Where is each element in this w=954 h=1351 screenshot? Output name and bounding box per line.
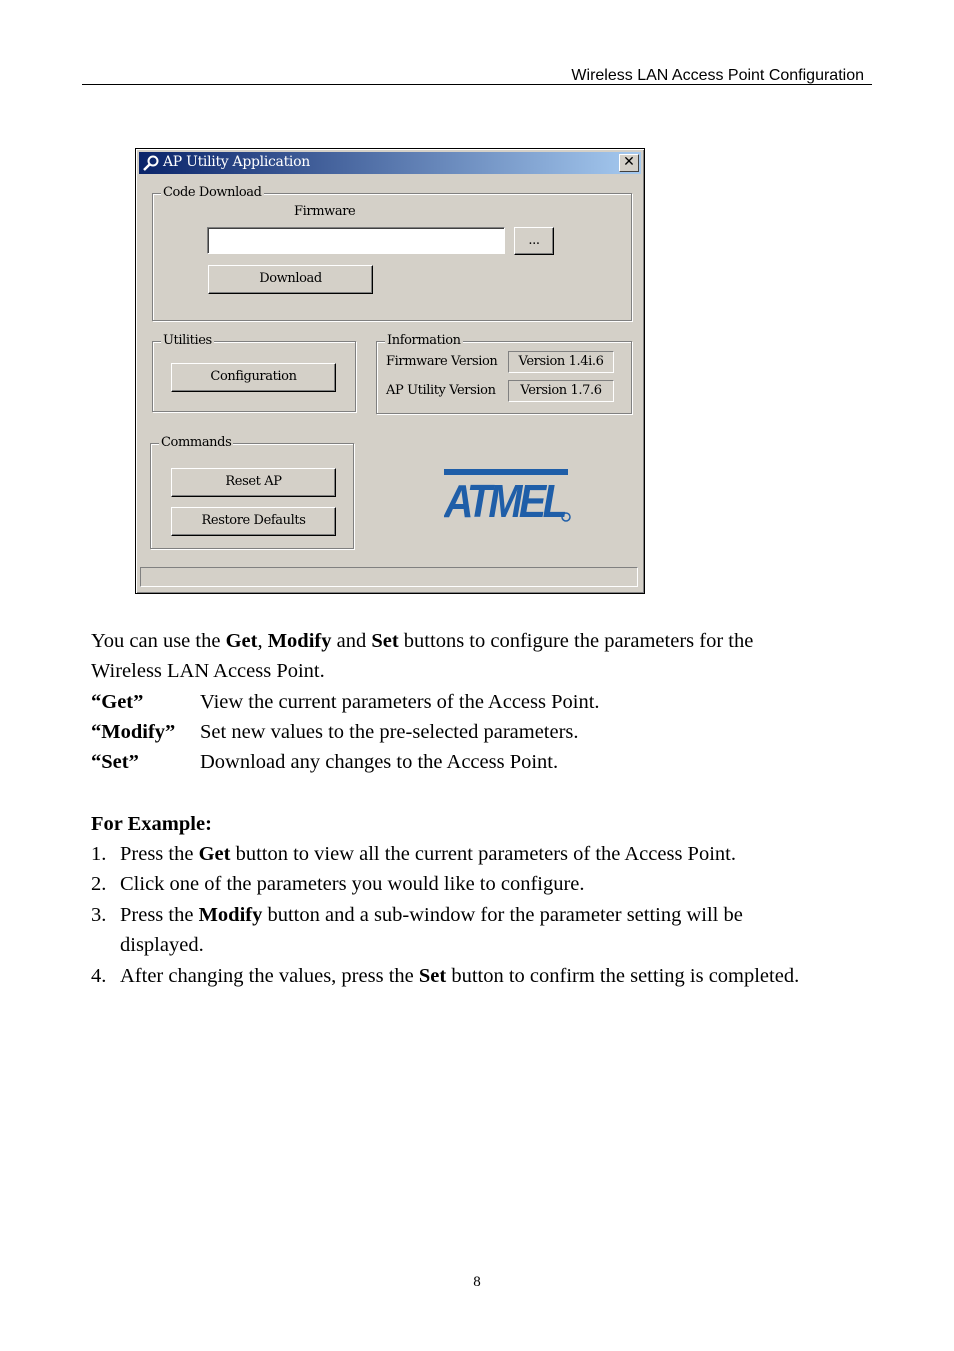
ap-utility-version-label: AP Utility Version (386, 383, 496, 398)
wrench-icon (142, 155, 160, 171)
step-number: 1. (91, 843, 107, 865)
configuration-label: Configuration (210, 369, 297, 384)
header-title: Wireless LAN Access Point Configuration (571, 67, 864, 84)
ap-utility-window (135, 148, 645, 594)
step-3-post: button and a sub-window for the parameter setting will be (267, 904, 743, 926)
page-number: 8 (473, 1274, 481, 1290)
title-bar[interactable] (139, 152, 641, 174)
step-3-bold: Modify (198, 904, 263, 926)
step-3-continuation: displayed. (120, 934, 204, 956)
definition-text-modify: Set new values to the pre-selected parameters. (200, 721, 579, 743)
intro-paragraph (91, 626, 753, 656)
intro-text-1: You can use the (91, 630, 221, 652)
status-bar (140, 567, 638, 587)
step-1-post: button to view all the current parameters of the Access Point. (235, 843, 736, 865)
step-item (120, 961, 799, 991)
step-3-pre: Press the (120, 904, 194, 926)
firmware-version-field (508, 351, 614, 373)
information-legend: Information (387, 333, 461, 348)
browse-label: ... (528, 233, 540, 248)
download-label: Download (259, 271, 322, 286)
commands-group (150, 435, 354, 549)
window-title: AP Utility Application (163, 154, 310, 170)
information-group (376, 333, 632, 414)
restore-defaults-button[interactable] (171, 507, 336, 536)
firmware-version-value: Version 1.4i.6 (518, 354, 604, 369)
page-header (82, 66, 872, 85)
step-number: 3. (91, 904, 107, 926)
firmware-label: Firmware (294, 204, 356, 219)
firmware-path-input[interactable] (207, 227, 505, 254)
restore-defaults-label: Restore Defaults (201, 513, 306, 528)
utilities-legend: Utilities (163, 333, 212, 348)
intro-and: and (336, 630, 367, 652)
ap-utility-version-field (508, 380, 614, 402)
close-icon: ✕ (623, 154, 635, 170)
definition-term-modify: “Modify” (91, 721, 176, 743)
step-1-bold: Get (198, 843, 231, 865)
step-4-post: button to confirm the setting is completed. (451, 965, 800, 987)
download-button[interactable] (208, 265, 373, 294)
browse-button[interactable] (514, 227, 554, 255)
code-download-group (152, 185, 632, 321)
code-download-legend: Code Download (163, 185, 262, 200)
close-button[interactable] (619, 154, 639, 172)
step-4-pre: After changing the values, press the (120, 965, 414, 987)
ap-utility-version-value: Version 1.7.6 (520, 383, 602, 398)
intro-line-2: Wireless LAN Access Point. (91, 660, 325, 682)
definition-text-get: View the current parameters of the Access Point. (200, 691, 600, 713)
commands-legend: Commands (161, 435, 232, 450)
definition-term-set: “Set” (91, 751, 139, 773)
utilities-group (152, 333, 356, 412)
definition-term-get: “Get” (91, 691, 144, 713)
step-4-bold: Set (418, 965, 447, 987)
intro-get: Get (225, 630, 258, 652)
intro-set: Set (371, 630, 399, 652)
step-1-pre: Press the (120, 843, 194, 865)
step-item: Click one of the parameters you would like to configure. (120, 873, 585, 895)
example-heading: For Example: (91, 813, 212, 835)
firmware-version-label: Firmware Version (386, 354, 498, 369)
intro-modify: Modify (267, 630, 332, 652)
step-item (120, 839, 736, 869)
logo-wordmark: ATMEL (444, 475, 566, 525)
reset-ap-button[interactable] (171, 468, 336, 497)
intro-text-2: buttons to configure the parameters for the (403, 630, 754, 652)
step-number: 2. (91, 873, 107, 895)
step-number: 4. (91, 965, 107, 987)
reset-ap-label: Reset AP (225, 474, 282, 489)
atmel-logo (444, 461, 574, 525)
intro-comma: , (257, 630, 263, 652)
configuration-button[interactable] (171, 363, 336, 392)
step-item (120, 900, 743, 930)
definition-text-set: Download any changes to the Access Point. (200, 751, 559, 773)
